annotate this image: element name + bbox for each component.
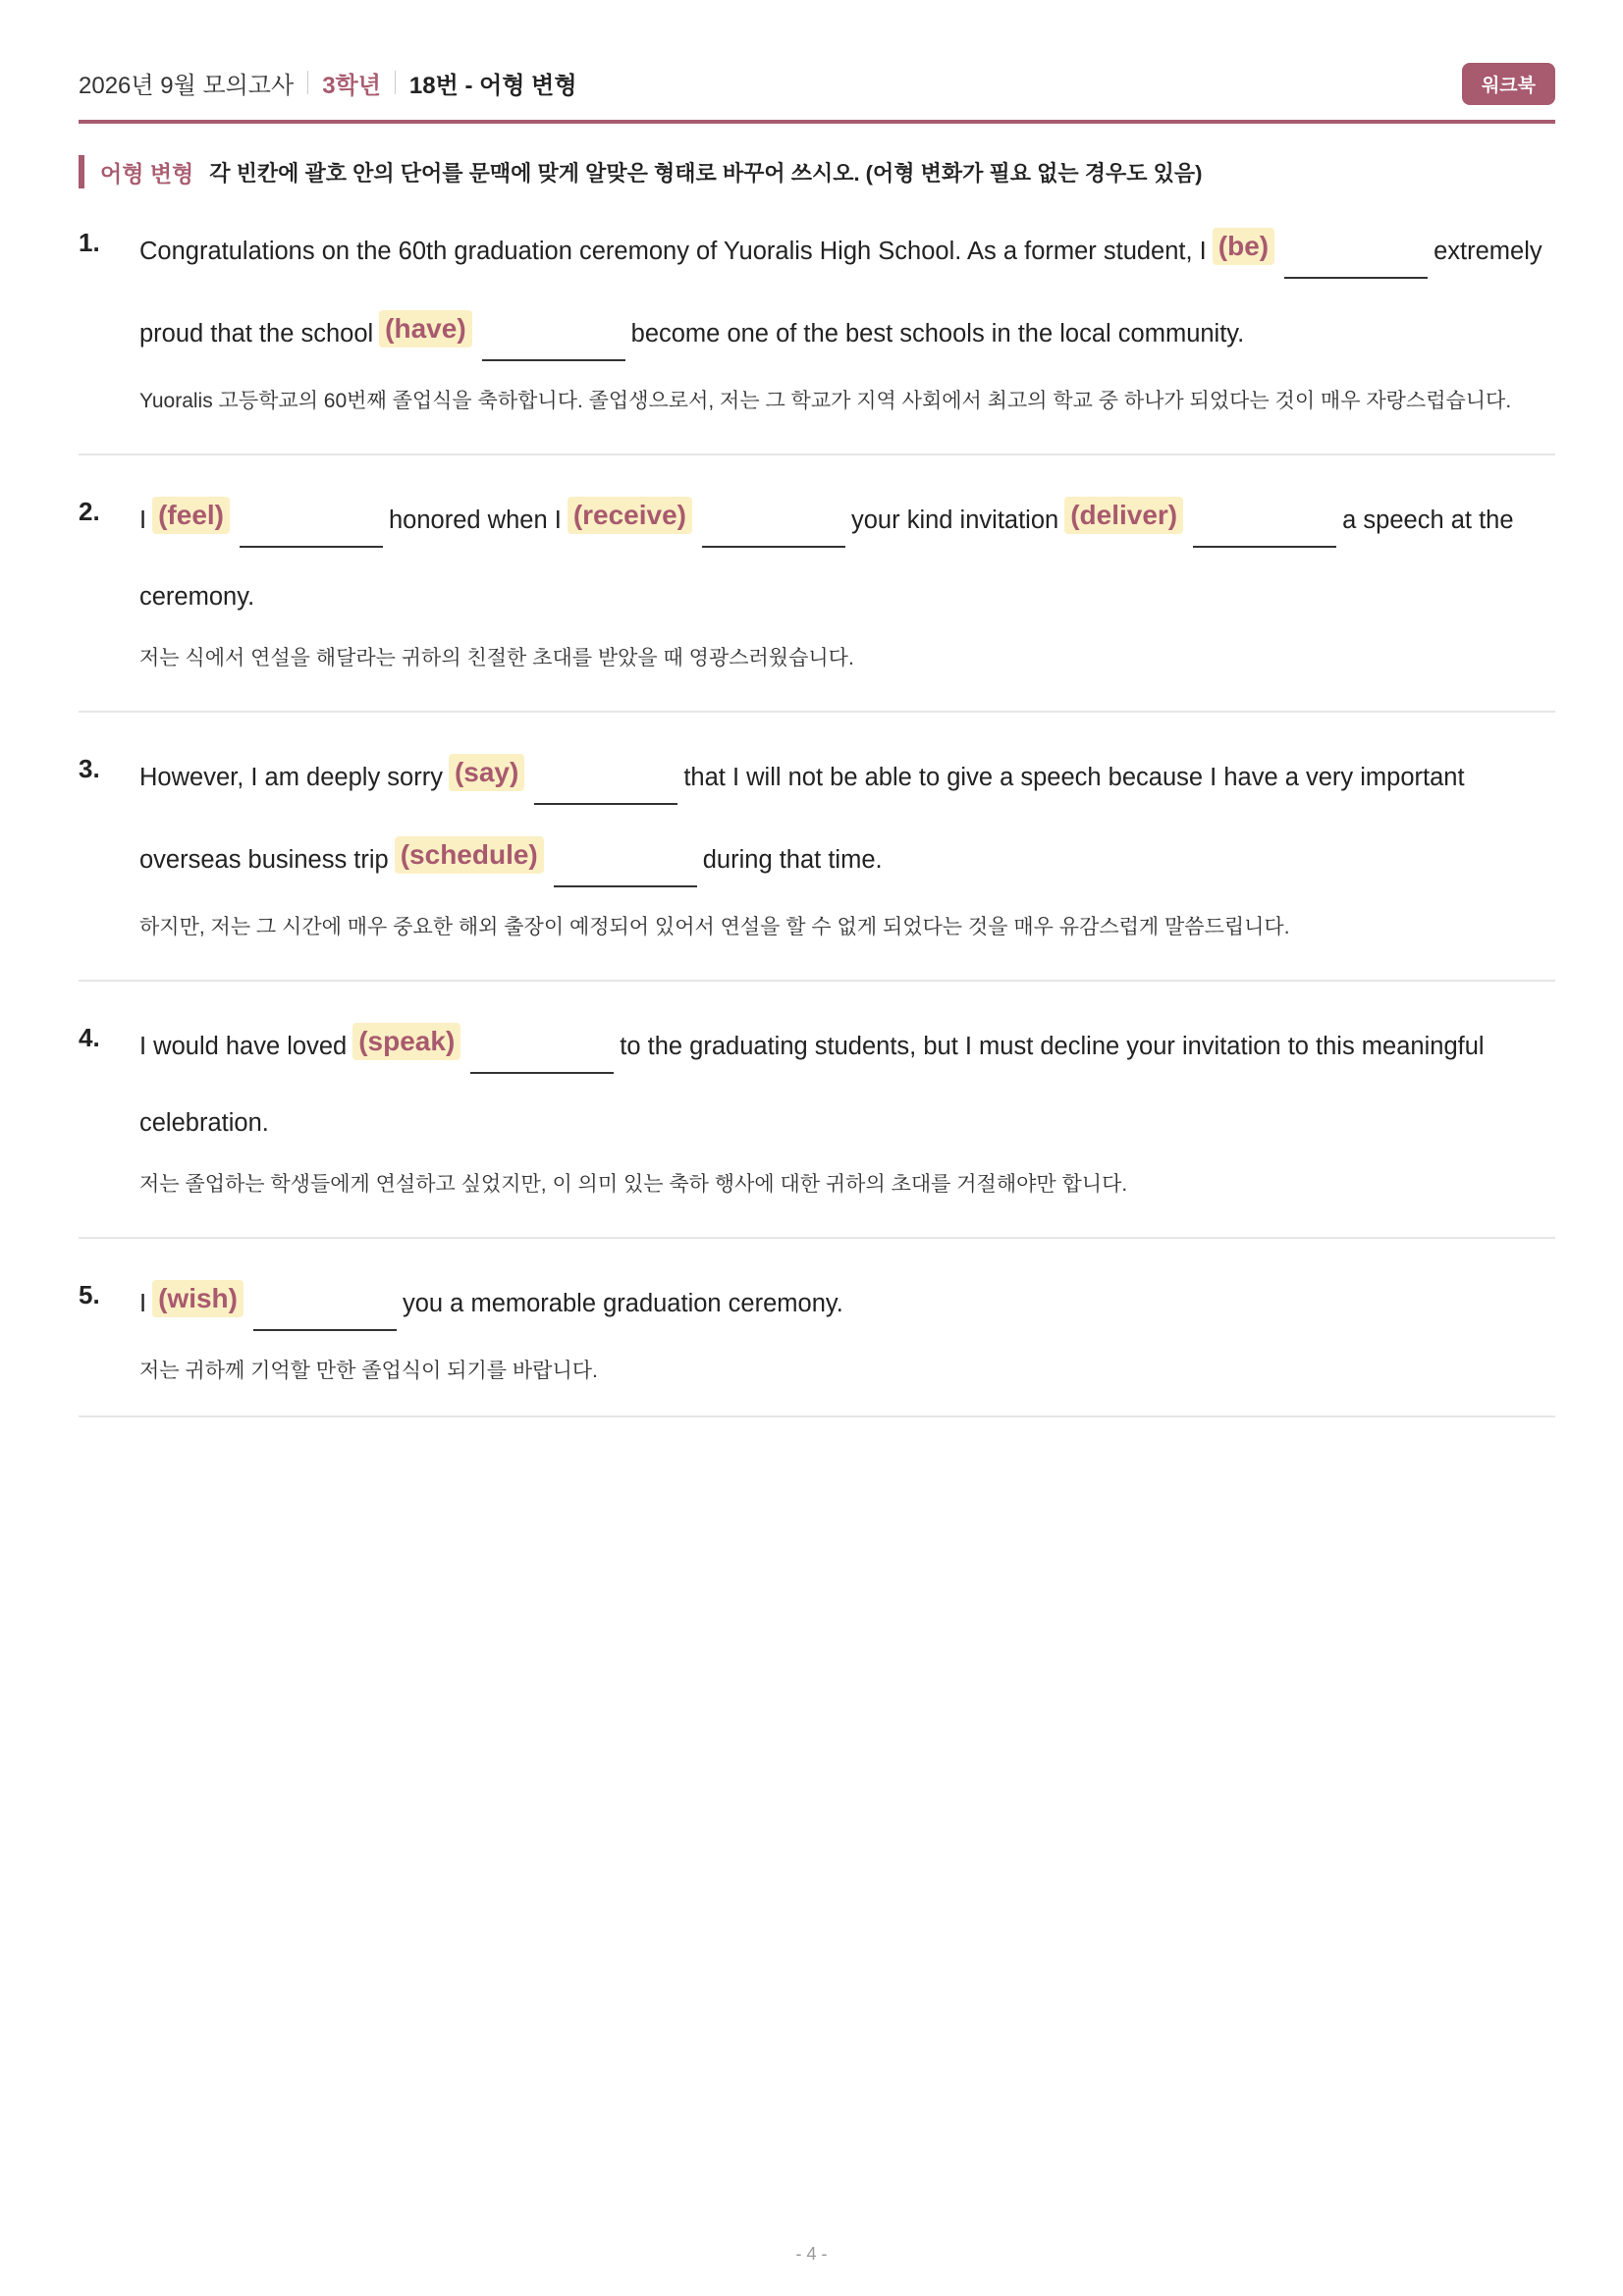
question-3 xyxy=(79,713,1555,982)
sentence-text: that I will not be able to give a speech because I have a very important xyxy=(683,764,1465,791)
word-hint: (say) xyxy=(449,754,524,791)
korean-translation: Yuoralis 고등학교의 60번째 졸업식을 축하합니다. 졸업생으로서, 저는 그 학교가 지역 사회에서 최고의 학교 중 하나가 되었다는 것이 매우 자랑스럽습니다. xyxy=(139,390,1512,412)
sentence-text: extremely xyxy=(1434,238,1542,265)
word-hint: (receive) xyxy=(568,497,692,534)
korean-translation: 하지만, 저는 그 시간에 매우 중요한 해외 출장이 예정되어 있어서 연설을 할 수 없게 되었다는 것을 매우 유감스럽게 말씀드립니다. xyxy=(139,916,1290,938)
sentence-text: overseas business trip xyxy=(139,846,389,874)
exam-name: 2026년 9월 모의고사 xyxy=(79,72,295,99)
sentence-text: during that time. xyxy=(702,846,883,874)
header-divider xyxy=(395,71,396,94)
sentence-text: to the graduating students, but I must decline your invitation to this meaningful xyxy=(620,1033,1485,1060)
question-line xyxy=(139,1262,1555,1345)
word-hint: (wish) xyxy=(152,1280,243,1317)
sentence-text: celebration. xyxy=(139,1109,269,1137)
question-line xyxy=(139,210,1555,293)
question-number: 3. xyxy=(79,754,100,783)
answer-blank[interactable] xyxy=(1193,546,1336,548)
korean-translation: 저는 졸업하는 학생들에게 연설하고 싶었지만, 이 의미 있는 축하 행사에 대한 귀하의 초대를 거절해야만 합니다. xyxy=(139,1173,1128,1196)
answer-blank[interactable] xyxy=(470,1072,614,1074)
word-hint: (schedule) xyxy=(395,836,544,874)
sentence-text: I xyxy=(139,507,147,534)
answer-blank[interactable] xyxy=(534,803,677,805)
question-5 xyxy=(79,1239,1555,1417)
korean-translation: 저는 귀하께 기억할 만한 졸업식이 되기를 바랍니다. xyxy=(139,1360,598,1382)
word-hint: (feel) xyxy=(152,497,230,534)
instruction-label: 어형 변형 xyxy=(100,160,194,187)
question-line xyxy=(139,293,1555,375)
sentence-text: Congratulations on the 60th graduation ceremony of Yuoralis High School. As a former student, I xyxy=(139,238,1207,265)
instruction-bar xyxy=(79,155,1555,188)
sentence-text: become one of the best schools in the local community. xyxy=(630,320,1245,347)
question-number: 4. xyxy=(79,1023,100,1052)
question-number: 2. xyxy=(79,497,100,526)
word-hint: (have) xyxy=(379,310,471,347)
sentence-text: honored when I xyxy=(389,507,562,534)
question-line xyxy=(139,1088,1555,1158)
question-4 xyxy=(79,982,1555,1239)
question-line xyxy=(139,479,1555,561)
page-header xyxy=(79,59,1555,124)
workbook-badge: 워크북 xyxy=(1462,63,1555,105)
word-hint: (be) xyxy=(1213,228,1274,265)
question-1 xyxy=(79,210,1555,455)
header-divider xyxy=(307,71,308,94)
answer-blank[interactable] xyxy=(482,359,625,361)
question-number: 5. xyxy=(79,1280,100,1309)
answer-blank[interactable] xyxy=(253,1329,397,1331)
question-line xyxy=(139,561,1555,632)
question-2 xyxy=(79,455,1555,713)
word-hint: (deliver) xyxy=(1064,497,1183,534)
sentence-text: your kind invitation xyxy=(851,507,1059,534)
answer-blank[interactable] xyxy=(702,546,845,548)
page-number: - 4 - xyxy=(795,2244,828,2264)
korean-translation: 저는 식에서 연설을 해달라는 귀하의 친절한 초대를 받았을 때 영광스러웠습니다. xyxy=(139,647,854,669)
answer-blank[interactable] xyxy=(554,885,697,887)
question-line xyxy=(139,1005,1555,1088)
sentence-text: proud that the school xyxy=(139,320,374,347)
sentence-text: I would have loved xyxy=(139,1033,348,1060)
question-line xyxy=(139,736,1555,819)
sentence-text: a speech at the xyxy=(1342,507,1514,534)
answer-blank[interactable] xyxy=(240,546,383,548)
sentence-text: you a memorable graduation ceremony. xyxy=(402,1290,843,1317)
page-title: 18번 - 어형 변형 xyxy=(408,72,577,99)
sentence-text: ceremony. xyxy=(139,583,255,611)
grade-label: 3학년 xyxy=(322,72,381,99)
answer-blank[interactable] xyxy=(1284,277,1428,279)
word-hint: (speak) xyxy=(352,1023,460,1060)
question-number: 1. xyxy=(79,228,100,257)
sentence-text: However, I am deeply sorry xyxy=(139,764,443,791)
sentence-text: I xyxy=(139,1290,147,1317)
question-line xyxy=(139,819,1555,901)
instruction-text: 각 빈칸에 괄호 안의 단어를 문맥에 맞게 알맞은 형태로 바꾸어 쓰시오. (어형 변화가 필요 없는 경우도 있음) xyxy=(209,160,1203,186)
worksheet-page xyxy=(79,59,1555,1417)
